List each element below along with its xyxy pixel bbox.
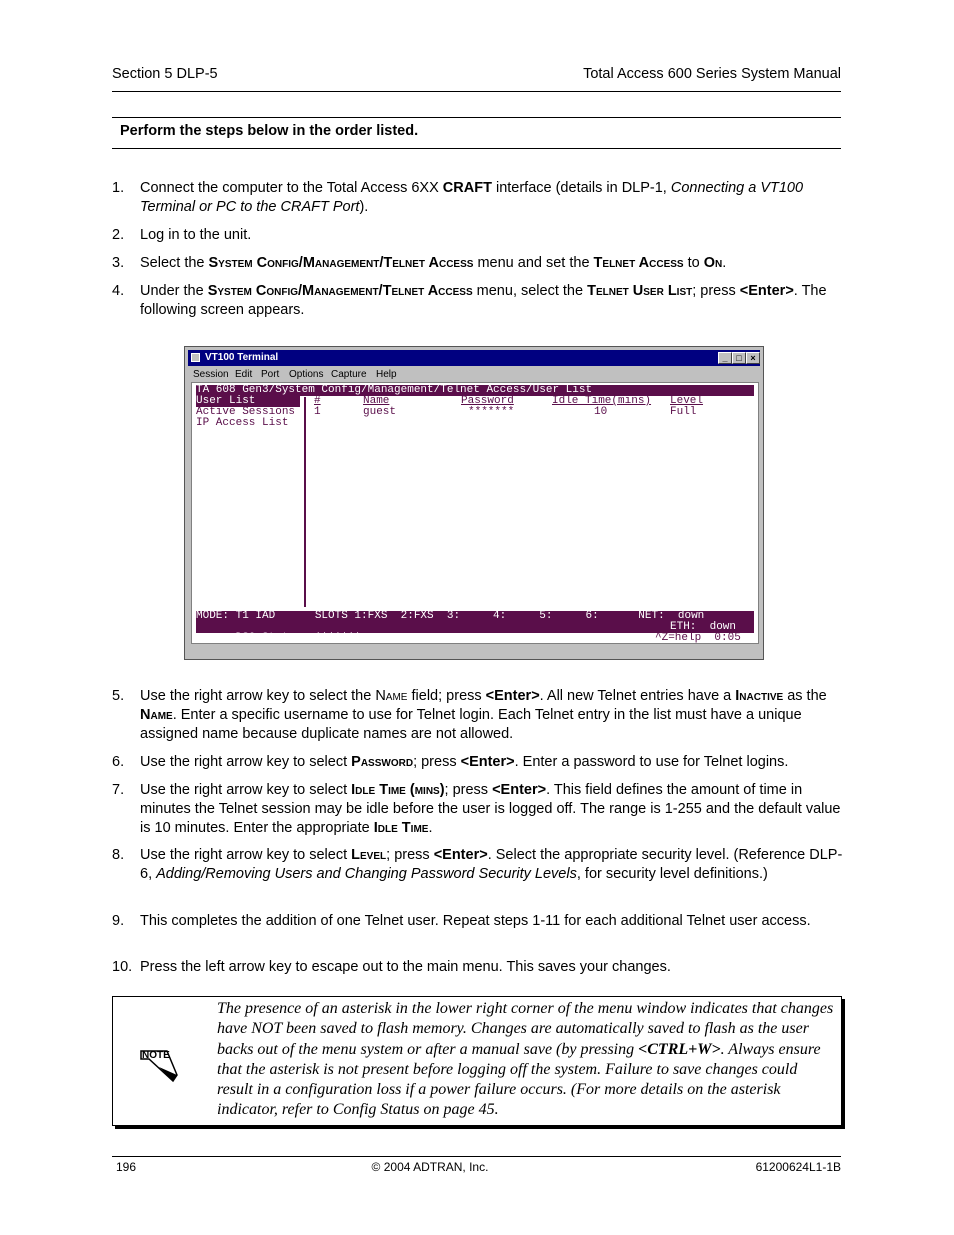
eth-status: ETH: down	[670, 621, 737, 633]
row-idle-time[interactable]: 10	[594, 406, 608, 418]
terminal-screen[interactable]	[191, 382, 759, 644]
header-section: Section 5 DLP-5	[112, 66, 218, 82]
instruction-text: Perform the steps below in the order listed.	[120, 123, 419, 139]
note-icon-label: NOTE	[142, 1050, 170, 1061]
menu-session[interactable]: Session	[193, 369, 229, 380]
minimize-button[interactable]: _	[718, 352, 732, 364]
column-header-idle-time: Idle Time(mins)	[552, 395, 652, 407]
left-menu-user-list[interactable]: User List	[196, 396, 300, 407]
help-timer-line: ^Z=help 0:05	[655, 632, 741, 644]
row-number[interactable]: 1	[314, 406, 321, 418]
menu-help[interactable]: Help	[376, 369, 397, 380]
app-icon	[191, 353, 200, 362]
row-password[interactable]: *******	[468, 406, 515, 418]
column-header-name: Name	[363, 395, 390, 407]
footer-rule	[112, 1156, 841, 1157]
note-text: The presence of an asterisk in the lower right corner of the menu window indicates that changes have NOT been saved to flash memory. Changes are automatically saved to flash as the user backs out of the menu system or after a manual save (by pressing <CTRL+W>. Always ensure that the asterisk is not present before logging off the system. Failure to save changes could result in a configuration loss if a power failure occurs. (For more details on the asterisk indicator, refer to Config Status on page 45.	[217, 1000, 834, 1119]
instruction-bottom-rule	[112, 148, 841, 149]
instruction-top-rule	[112, 117, 841, 118]
header-manual-title: Total Access 600 Series System Manual	[583, 66, 841, 82]
menu-path-bar: TA 608 Gen3/System Config/Management/Telnet Access/User List	[196, 385, 754, 396]
left-menu-ip-access-list[interactable]: IP Access List	[196, 417, 289, 429]
note-box	[112, 996, 842, 1126]
menu-capture[interactable]: Capture	[331, 369, 367, 380]
terminal-title: VT100 Terminal	[205, 352, 279, 363]
column-header-number: #	[314, 395, 321, 407]
menu-port[interactable]: Port	[261, 369, 280, 380]
menu-options[interactable]: Options	[289, 369, 324, 380]
status-line-mode: MODE: T1 IAD SLOTS 1:FXS 2:FXS 3: 4: 5: 6: NET: down	[196, 611, 754, 622]
row-name[interactable]: guest	[363, 406, 397, 418]
left-menu-active-sessions[interactable]: Active Sessions	[196, 406, 296, 418]
maximize-button[interactable]: □	[732, 352, 746, 364]
terminal-titlebar	[188, 350, 760, 366]
header-rule	[112, 91, 841, 92]
footer-page-number: 196	[116, 1160, 137, 1174]
footer-copyright: © 2004 ADTRAN, Inc.	[371, 1160, 489, 1174]
vt100-terminal-window	[184, 346, 764, 660]
menu-edit[interactable]: Edit	[235, 369, 253, 380]
footer-doc-number: 61200624L1-1B	[755, 1160, 841, 1174]
row-level[interactable]: Full	[670, 406, 697, 418]
column-header-level: Level	[670, 395, 704, 407]
close-button[interactable]: ×	[746, 352, 760, 364]
column-header-password: Password	[461, 395, 514, 407]
ds0-status: DSO Status: *******----------------r	[235, 632, 474, 644]
note-icon	[137, 1045, 181, 1085]
menu-divider	[304, 397, 306, 607]
